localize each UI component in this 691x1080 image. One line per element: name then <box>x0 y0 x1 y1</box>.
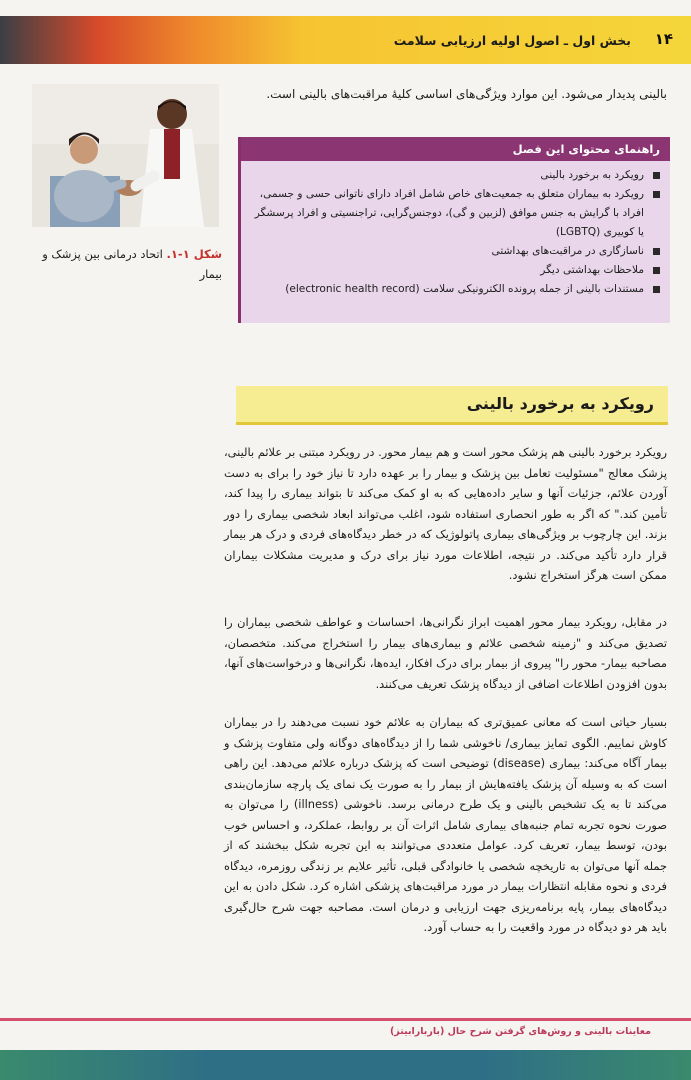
intro-text: بالینی پدیدار می‌شود. این موارد ویژگی‌های اساسی کلیهٔ مراقبت‌های بالینی است. <box>266 87 667 101</box>
guide-item: مستندات بالینی از جمله پرونده الکترونیکی سلامت (electronic health record) <box>249 280 660 299</box>
square-bullet-icon <box>653 286 660 293</box>
handshake-photo-illustration <box>32 84 219 227</box>
paragraph: رویکرد برخورد بالینی هم پزشک محور است و هم بیمار محور. در رویکرد مبتنی بر علائم بالینی، پزشک معالج "مسئولیت تعامل بین پزشک و بیمار را بر عهده دارد تا نیاز خود را برای به دست آوردن علائم، جزئیات آنها و سایر داده‌هایی که به او کمک می‌کند تا بتواند بیماری را پیدا کند، تأمین کند." که اگر به طور انحصاری استفاده شود، اغلب می‌تواند ابعاد شخصی بیماری را دور بزند. این چارچوب بر ویژگی‌های بیماری پاتولوژیک که در خطر دیدگاه‌های فردی و درک هر بیمار قرار دارد تأکید می‌کند. در نتیجه، اطلاعات مورد نیاز برای درک و مدیریت مشکلات بیماران ممکن است هرگز استخراج نشود. <box>224 445 667 582</box>
chapter-title: بخش اول ـ اصول اولیه ارزیابی سلامت <box>393 33 631 48</box>
chapter-guide-box <box>238 137 670 323</box>
guide-item: رویکرد به بیماران متعلق به جمعیت‌های خاص شامل افراد دارای ناتوانی حسی و جسمی، افراد با گرایش به جنس موافق (لزبین و گی)، دوجنس‌گرایی، تراجنسیتی و افراد پرسشگر یا کوییری (LGBTQ) <box>249 185 660 242</box>
section-heading-box <box>236 386 668 425</box>
paragraph: بسیار حیاتی است که معانی عمیق‌تری که بیماران به علائم خود نسبت می‌دهند را در بیماران کاوش نماییم. الگوی تمایز بیماری/ ناخوشی شما را از دیدگاه‌های دوگانه ولی متفاوت پزشک و بیمار آگاه می‌کند: بیماری (disease) توضیحی است که پزشک درباره علائم می‌دهد. این راهی است که به وسیله آن پزشک یافته‌هایش از بیمار را به صورت یک نمای یک پارچه سازمان‌بندی می‌کند تا به یک تشخیص بالینی و یک طرح درمانی برسد. ناخوشی (illness) را می‌توان به صورت نحوه تجربه تمام جنبه‌های بیماری شامل اثرات آن بر روابط، عملکرد، و احساس خوب بودن، توسط بیمار، تعریف کرد. عوامل متعددی می‌توانند به این تجربه شکل ببخشند که از جمله آنها می‌توان به تاریخچه شخصی یا خانوادگی قبلی، تأثیر علایم بر زندگی روزمره، دیدگاه فردی و نحوه مقابله انتظارات بیمار در مورد مراقبت‌های پزشکی اشاره کرد. شکل دادن به این دیدگاه‌های بیمار، پایه برنامه‌ریزی جهت ارزیابی و درمان است. مصاحبه جهت شرح حال‌گیری باید هر دو دیدگاه در مورد واقعیت را به حساب آورد. <box>224 715 667 934</box>
footer-book-title: معاینات بالینی و روش‌های گرفتن شرح حال (باربارابیتز) <box>389 1026 651 1037</box>
square-bullet-icon <box>653 248 660 255</box>
section-title: رویکرد به برخورد بالینی <box>466 394 654 413</box>
page-header <box>0 16 691 64</box>
square-bullet-icon <box>653 267 660 274</box>
square-bullet-icon <box>653 191 660 198</box>
footer-divider <box>0 1018 691 1021</box>
page-number: ۱۴ <box>654 30 673 48</box>
figure-photo <box>32 84 219 227</box>
guide-item: رویکرد به برخورد بالینی <box>249 166 660 185</box>
square-bullet-icon <box>653 172 660 179</box>
guide-item: ناسازگاری در مراقبت‌های بهداشتی <box>249 242 660 261</box>
footer-band <box>0 1050 691 1080</box>
figure-label: شکل ۱-۱. <box>166 247 222 261</box>
guide-item: ملاحظات بهداشتی دیگر <box>249 261 660 280</box>
figure-caption-text: اتحاد درمانی بین پزشک و بیمار <box>42 247 222 281</box>
figure-caption <box>32 244 222 284</box>
guide-list <box>241 166 670 299</box>
paragraph: در مقابل، رویکرد بیمار محور اهمیت ابراز نگرانی‌ها، احساسات و عواطف شخصی بیماران را تصدیق می‌کند و "زمینه شخصی علائم و بیماری‌های بیمار را استخراج می‌کند. متخصصان، مصاحبه بیمار- محور را" پیروی از بیمار برای درک افکار، ایده‌ها، نگرانی‌ها و درخواست‌های آنها، بدون افزودن اطلاعات اضافی از دیدگاه پزشک تعریف می‌کنند. <box>224 615 667 691</box>
guide-heading: راهنمای محتوای این فصل <box>241 137 670 161</box>
